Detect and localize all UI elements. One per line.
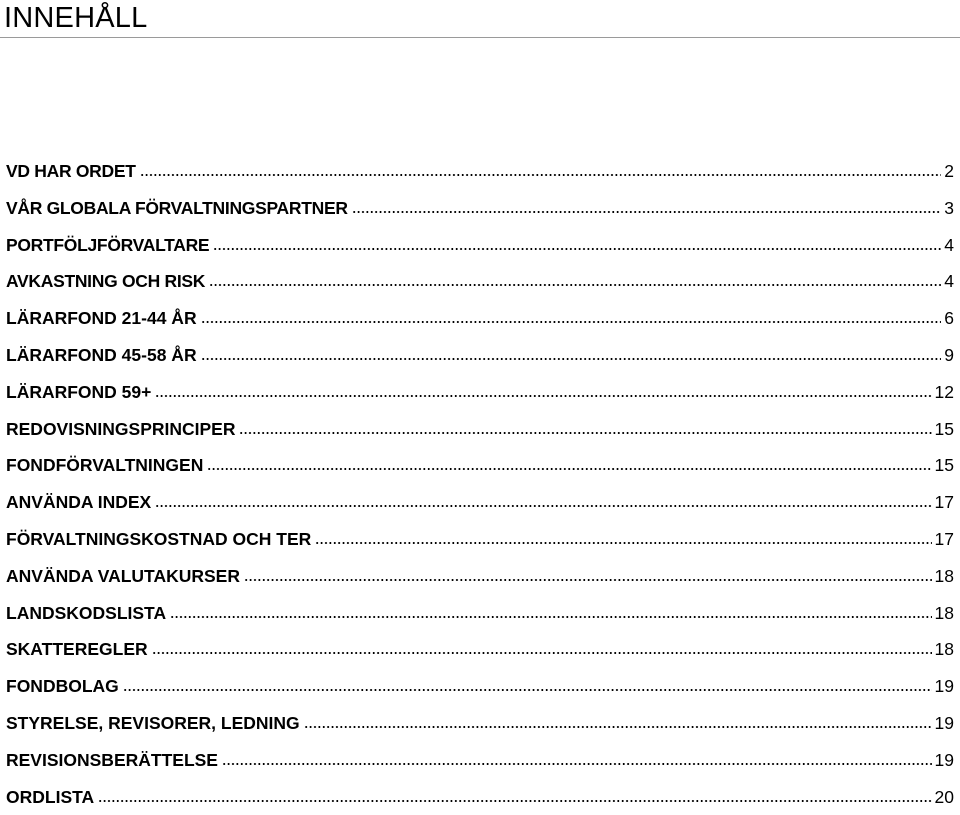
toc-entry-page: 4	[944, 271, 954, 292]
toc-entry-page: 15	[934, 455, 954, 476]
table-of-contents	[6, 153, 954, 815]
toc-entry[interactable]	[6, 779, 954, 815]
toc-entry-label: LÄRARFOND 45-58 ÅR	[6, 344, 197, 365]
toc-entry[interactable]	[6, 300, 954, 337]
toc-leader-dots	[98, 789, 931, 803]
toc-entry-label: REDOVISNINGSPRINCIPER	[6, 418, 236, 439]
toc-entry[interactable]	[6, 374, 954, 411]
toc-leader-dots	[140, 163, 942, 177]
toc-leader-dots	[152, 641, 932, 655]
toc-leader-dots	[155, 494, 931, 508]
toc-entry-label: FÖRVALTNINGSKOSTNAD OCH TER	[6, 528, 312, 549]
toc-entry-page: 17	[934, 492, 954, 513]
toc-entry-label: SKATTEREGLER	[6, 639, 148, 660]
toc-leader-dots	[201, 347, 942, 361]
toc-entry-page: 20	[934, 786, 954, 807]
toc-entry-label: LÄRARFOND 21-44 ÅR	[6, 308, 197, 329]
toc-entry-label: ORDLISTA	[6, 786, 95, 807]
toc-leader-dots	[304, 715, 932, 729]
toc-entry-page: 4	[944, 234, 954, 255]
title-divider	[0, 37, 960, 38]
toc-entry[interactable]	[6, 705, 954, 742]
toc-entry[interactable]	[6, 595, 954, 632]
toc-entry[interactable]	[6, 411, 954, 448]
toc-entry-label: LANDSKODSLISTA	[6, 602, 167, 623]
toc-entry-label: VÅR GLOBALA FÖRVALTNINGSPARTNER	[6, 197, 348, 218]
toc-entry[interactable]	[6, 153, 954, 190]
toc-entry-label: VD HAR ORDET	[6, 161, 136, 181]
toc-entry-label: AVKASTNING OCH RISK	[6, 271, 206, 292]
toc-entry-page: 15	[934, 418, 954, 439]
toc-entry-label: STYRELSE, REVISORER, LEDNING	[6, 712, 300, 733]
page-title: INNEHÅLL	[4, 2, 148, 34]
toc-leader-dots	[201, 310, 942, 324]
toc-entry[interactable]	[6, 227, 954, 264]
toc-leader-dots	[213, 237, 941, 251]
toc-entry-label: ANVÄNDA VALUTAKURSER	[6, 565, 240, 586]
toc-entry-page: 2	[944, 161, 954, 181]
toc-entry-page: 19	[934, 749, 954, 770]
toc-leader-dots	[239, 421, 931, 435]
toc-entry-page: 18	[934, 639, 954, 660]
toc-entry[interactable]	[6, 668, 954, 705]
toc-entry[interactable]	[6, 263, 954, 300]
toc-entry-page: 19	[934, 676, 954, 697]
toc-entry-page: 17	[934, 528, 954, 549]
toc-entry-page: 12	[934, 381, 954, 402]
toc-entry[interactable]	[6, 521, 954, 558]
toc-entry-label: PORTFÖLJFÖRVALTARE	[6, 234, 210, 255]
toc-leader-dots	[244, 568, 932, 582]
toc-leader-dots	[222, 752, 932, 766]
toc-entry-page: 19	[934, 712, 954, 733]
toc-entry[interactable]	[6, 742, 954, 779]
toc-entry-page: 3	[944, 197, 954, 218]
toc-entry-label: ANVÄNDA INDEX	[6, 492, 152, 513]
toc-entry[interactable]	[6, 631, 954, 668]
toc-entry-label: REVISIONSBERÄTTELSE	[6, 749, 218, 770]
toc-entry-page: 9	[944, 344, 954, 365]
toc-leader-dots	[170, 605, 931, 619]
toc-entry-label: FONDBOLAG	[6, 676, 119, 697]
toc-entry-page: 18	[934, 565, 954, 586]
toc-entry-page: 6	[944, 308, 954, 329]
toc-leader-dots	[123, 678, 932, 692]
toc-leader-dots	[155, 384, 931, 398]
toc-leader-dots	[209, 273, 941, 287]
toc-entry[interactable]	[6, 337, 954, 374]
toc-entry[interactable]	[6, 447, 954, 484]
toc-leader-dots	[207, 457, 931, 471]
toc-leader-dots	[315, 531, 931, 545]
toc-entry-label: FONDFÖRVALTNINGEN	[6, 455, 204, 476]
toc-entry[interactable]	[6, 190, 954, 227]
toc-entry[interactable]	[6, 558, 954, 595]
toc-leader-dots	[352, 200, 942, 214]
toc-entry-page: 18	[934, 602, 954, 623]
toc-entry[interactable]	[6, 484, 954, 521]
toc-entry-label: LÄRARFOND 59+	[6, 381, 152, 402]
